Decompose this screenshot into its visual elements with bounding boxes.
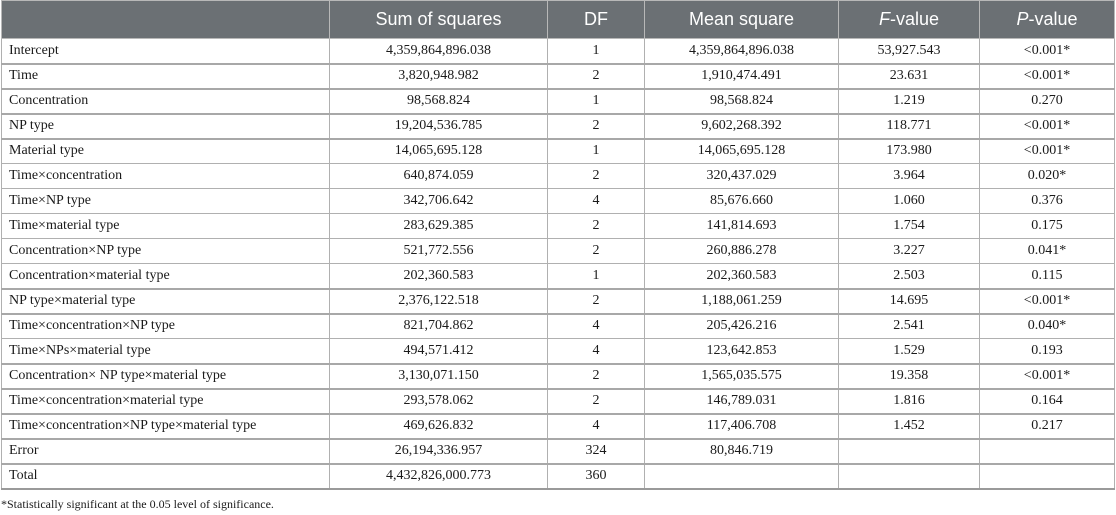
cell-mean-square: 1,188,061.259 <box>645 289 839 314</box>
cell-df: 324 <box>548 439 645 464</box>
cell-p-value: 0.175 <box>980 214 1115 239</box>
header-p-value <box>980 1 1115 39</box>
header-mean-square: Mean square <box>645 1 839 39</box>
cell-f-value: 3.227 <box>839 239 980 264</box>
cell-sum-of-squares: 283,629.385 <box>330 214 548 239</box>
header-p-value-suffix: -value <box>1028 9 1078 29</box>
cell-df: 4 <box>548 314 645 339</box>
cell-sum-of-squares: 469,626.832 <box>330 414 548 439</box>
cell-p-value: <0.001* <box>980 289 1115 314</box>
cell-p-value: 0.376 <box>980 189 1115 214</box>
cell-mean-square: 9,602,268.392 <box>645 114 839 139</box>
table-row <box>2 439 1115 464</box>
table-row <box>2 389 1115 414</box>
table-row <box>2 364 1115 389</box>
cell-p-value: <0.001* <box>980 64 1115 89</box>
header-f-value <box>839 1 980 39</box>
cell-mean-square: 260,886.278 <box>645 239 839 264</box>
cell-f-value <box>839 464 980 489</box>
cell-sum-of-squares: 342,706.642 <box>330 189 548 214</box>
table-row <box>2 314 1115 339</box>
cell-sum-of-squares: 640,874.059 <box>330 164 548 189</box>
cell-mean-square: 320,437.029 <box>645 164 839 189</box>
cell-df: 1 <box>548 89 645 114</box>
cell-sum-of-squares: 4,359,864,896.038 <box>330 39 548 64</box>
cell-sum-of-squares: 494,571.412 <box>330 339 548 364</box>
anova-table-container <box>1 0 1114 490</box>
cell-df: 2 <box>548 164 645 189</box>
table-row <box>2 289 1115 314</box>
cell-p-value: <0.001* <box>980 114 1115 139</box>
cell-df: 4 <box>548 414 645 439</box>
cell-source: Concentration×NP type <box>2 239 330 264</box>
cell-mean-square: 85,676.660 <box>645 189 839 214</box>
cell-f-value: 2.503 <box>839 264 980 289</box>
cell-source: Time <box>2 64 330 89</box>
cell-mean-square: 202,360.583 <box>645 264 839 289</box>
cell-mean-square <box>645 464 839 489</box>
cell-sum-of-squares: 14,065,695.128 <box>330 139 548 164</box>
cell-p-value <box>980 464 1115 489</box>
cell-p-value: 0.270 <box>980 89 1115 114</box>
cell-sum-of-squares: 2,376,122.518 <box>330 289 548 314</box>
cell-p-value: 0.217 <box>980 414 1115 439</box>
cell-f-value: 2.541 <box>839 314 980 339</box>
cell-source: Concentration <box>2 89 330 114</box>
cell-df: 2 <box>548 389 645 414</box>
cell-df: 4 <box>548 189 645 214</box>
cell-sum-of-squares: 821,704.862 <box>330 314 548 339</box>
cell-sum-of-squares: 3,130,071.150 <box>330 364 548 389</box>
cell-mean-square: 1,910,474.491 <box>645 64 839 89</box>
header-sum-of-squares: Sum of squares <box>330 1 548 39</box>
cell-df: 4 <box>548 339 645 364</box>
cell-source: Time×concentration×NP type×material type <box>2 414 330 439</box>
table-row <box>2 239 1115 264</box>
cell-mean-square: 98,568.824 <box>645 89 839 114</box>
cell-source: Concentration×material type <box>2 264 330 289</box>
cell-source: Time×concentration <box>2 164 330 189</box>
cell-sum-of-squares: 521,772.556 <box>330 239 548 264</box>
cell-p-value: 0.193 <box>980 339 1115 364</box>
table-row <box>2 139 1115 164</box>
cell-f-value: 53,927.543 <box>839 39 980 64</box>
cell-df: 1 <box>548 264 645 289</box>
header-p-value-symbol: P <box>1016 9 1029 29</box>
table-row <box>2 339 1115 364</box>
cell-source: NP type <box>2 114 330 139</box>
anova-table <box>1 0 1115 490</box>
table-footnote: *Statistically significant at the 0.05 level of significance. <box>1 497 274 511</box>
cell-p-value: 0.020* <box>980 164 1115 189</box>
cell-mean-square: 1,565,035.575 <box>645 364 839 389</box>
cell-f-value: 1.529 <box>839 339 980 364</box>
table-header <box>2 1 1115 39</box>
cell-mean-square: 205,426.216 <box>645 314 839 339</box>
cell-sum-of-squares: 4,432,826,000.773 <box>330 464 548 489</box>
cell-p-value: <0.001* <box>980 364 1115 389</box>
cell-p-value: 0.164 <box>980 389 1115 414</box>
cell-df: 360 <box>548 464 645 489</box>
cell-source: Intercept <box>2 39 330 64</box>
cell-source: Error <box>2 439 330 464</box>
cell-f-value: 3.964 <box>839 164 980 189</box>
cell-p-value <box>980 439 1115 464</box>
cell-p-value: <0.001* <box>980 139 1115 164</box>
table-row <box>2 89 1115 114</box>
cell-df: 2 <box>548 214 645 239</box>
cell-f-value: 1.219 <box>839 89 980 114</box>
cell-source: Concentration× NP type×material type <box>2 364 330 389</box>
cell-mean-square: 146,789.031 <box>645 389 839 414</box>
cell-sum-of-squares: 19,204,536.785 <box>330 114 548 139</box>
cell-df: 2 <box>548 239 645 264</box>
cell-sum-of-squares: 3,820,948.982 <box>330 64 548 89</box>
cell-df: 1 <box>548 139 645 164</box>
cell-f-value: 1.060 <box>839 189 980 214</box>
cell-f-value: 23.631 <box>839 64 980 89</box>
table-row <box>2 414 1115 439</box>
cell-source: Time×concentration×NP type <box>2 314 330 339</box>
cell-f-value <box>839 439 980 464</box>
cell-mean-square: 123,642.853 <box>645 339 839 364</box>
table-row <box>2 64 1115 89</box>
cell-f-value: 14.695 <box>839 289 980 314</box>
header-row <box>2 1 1115 39</box>
cell-p-value: 0.115 <box>980 264 1115 289</box>
cell-sum-of-squares: 293,578.062 <box>330 389 548 414</box>
cell-df: 2 <box>548 364 645 389</box>
cell-p-value: <0.001* <box>980 39 1115 64</box>
cell-sum-of-squares: 98,568.824 <box>330 89 548 114</box>
cell-source: NP type×material type <box>2 289 330 314</box>
cell-p-value: 0.041* <box>980 239 1115 264</box>
cell-source: Material type <box>2 139 330 164</box>
cell-df: 2 <box>548 114 645 139</box>
cell-mean-square: 14,065,695.128 <box>645 139 839 164</box>
table-row <box>2 189 1115 214</box>
cell-df: 2 <box>548 64 645 89</box>
cell-f-value: 19.358 <box>839 364 980 389</box>
cell-mean-square: 80,846.719 <box>645 439 839 464</box>
header-f-value-suffix: -value <box>889 9 940 29</box>
table-row <box>2 114 1115 139</box>
table-row <box>2 39 1115 64</box>
cell-mean-square: 117,406.708 <box>645 414 839 439</box>
table-row <box>2 264 1115 289</box>
cell-f-value: 1.452 <box>839 414 980 439</box>
header-f-value-symbol: F <box>878 9 890 29</box>
header-df: DF <box>548 1 645 39</box>
table-body <box>2 39 1115 489</box>
cell-f-value: 1.816 <box>839 389 980 414</box>
cell-source: Total <box>2 464 330 489</box>
cell-source: Time×NP type <box>2 189 330 214</box>
cell-mean-square: 4,359,864,896.038 <box>645 39 839 64</box>
cell-source: Time×material type <box>2 214 330 239</box>
cell-sum-of-squares: 26,194,336.957 <box>330 439 548 464</box>
cell-p-value: 0.040* <box>980 314 1115 339</box>
cell-mean-square: 141,814.693 <box>645 214 839 239</box>
table-row <box>2 164 1115 189</box>
cell-f-value: 118.771 <box>839 114 980 139</box>
header-source <box>2 1 330 39</box>
cell-source: Time×NPs×material type <box>2 339 330 364</box>
cell-df: 1 <box>548 39 645 64</box>
cell-f-value: 1.754 <box>839 214 980 239</box>
table-row <box>2 214 1115 239</box>
table-row <box>2 464 1115 489</box>
cell-df: 2 <box>548 289 645 314</box>
cell-source: Time×concentration×material type <box>2 389 330 414</box>
cell-sum-of-squares: 202,360.583 <box>330 264 548 289</box>
cell-f-value: 173.980 <box>839 139 980 164</box>
